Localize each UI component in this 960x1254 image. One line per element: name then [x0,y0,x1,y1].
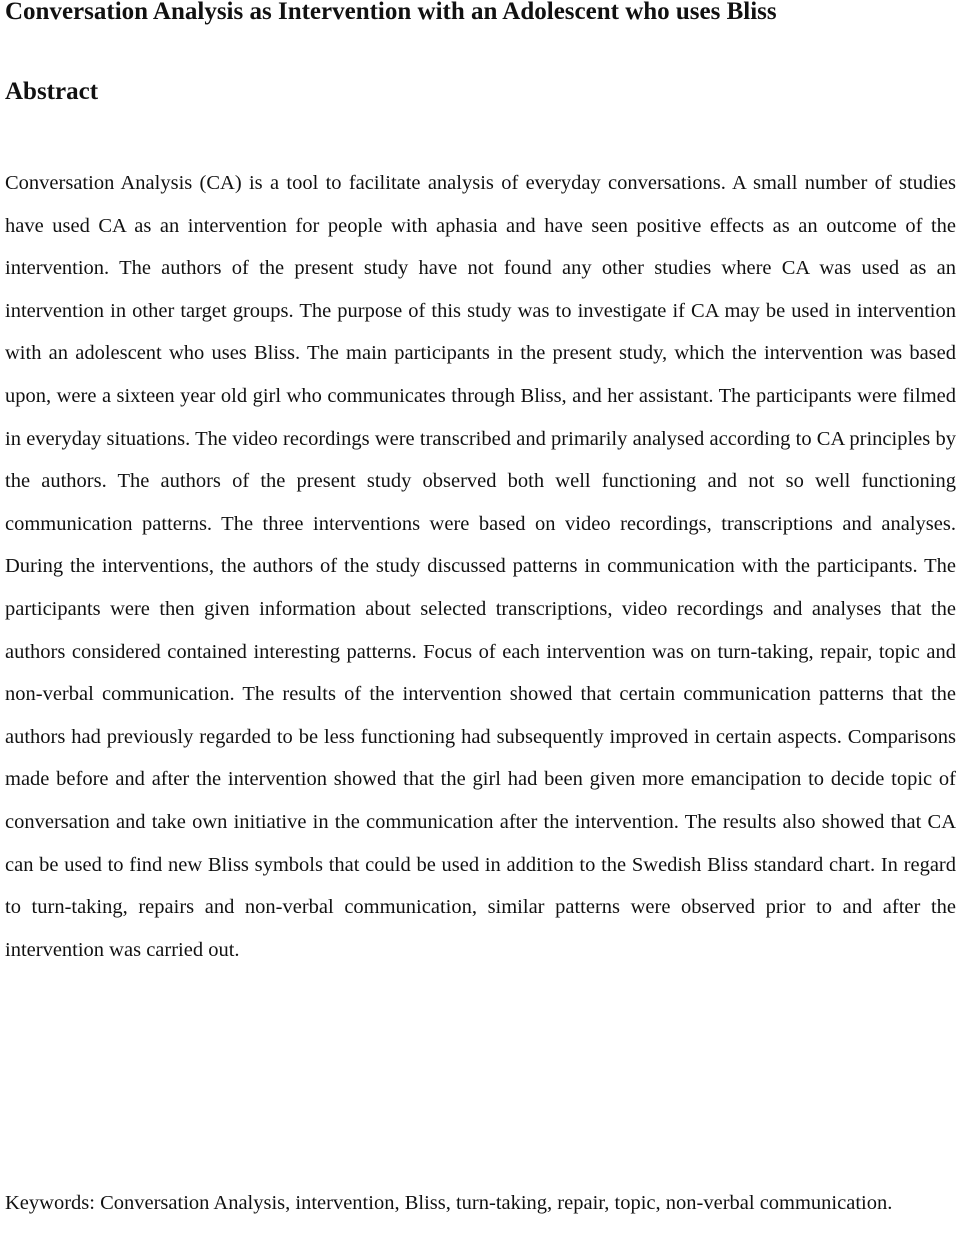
abstract-heading: Abstract [5,78,99,105]
abstract-paragraph: Conversation Analysis (CA) is a tool to facilitate analysis of everyday conversations. A small number of studies have used CA as an intervention for people with aphasia and have seen positive effects as an outcome of the intervention. The authors of the present study have not found any other studies where CA was used as an intervention in other target groups. The purpose of this study was to investigate if CA may be used in intervention with an adolescent who uses Bliss. The main participants in the present study, which the intervention was based upon, were a sixteen year old girl who communicates through Bliss, and her assistant. The participants were filmed in everyday situations. The video recordings were transcribed and primarily analysed according to CA principles by the authors. The authors of the present study observed both well functioning and not so well functioning communication patterns. The three interventions were based on video recordings, transcriptions and analyses. During the interventions, the authors of the study discussed patterns in communication with the participants. The participants were then given information about selected transcriptions, video recordings and analyses that the authors considered contained interesting patterns. Focus of each intervention was on turn-taking, repair, topic and non-verbal communication. The results of the intervention showed that certain communication patterns that the authors had previously regarded to be less functioning had subsequently improved in certain aspects. Comparisons made before and after the intervention showed that the girl had been given more emancipation to decide topic of conversation and take own initiative in the communication after the intervention. The results also showed that CA can be used to find new Bliss symbols that could be used in addition to the Swedish Bliss standard chart. In regard to turn-taking, repairs and non-verbal communication, similar patterns were observed prior to and after the intervention was carried out. [5,172,956,961]
keywords-paragraph: Keywords: Conversation Analysis, intervention, Bliss, turn-taking, repair, topic, non-verbal communication. [5,1192,893,1214]
paper-title: Conversation Analysis as Intervention with an Adolescent who uses Bliss [5,0,777,25]
